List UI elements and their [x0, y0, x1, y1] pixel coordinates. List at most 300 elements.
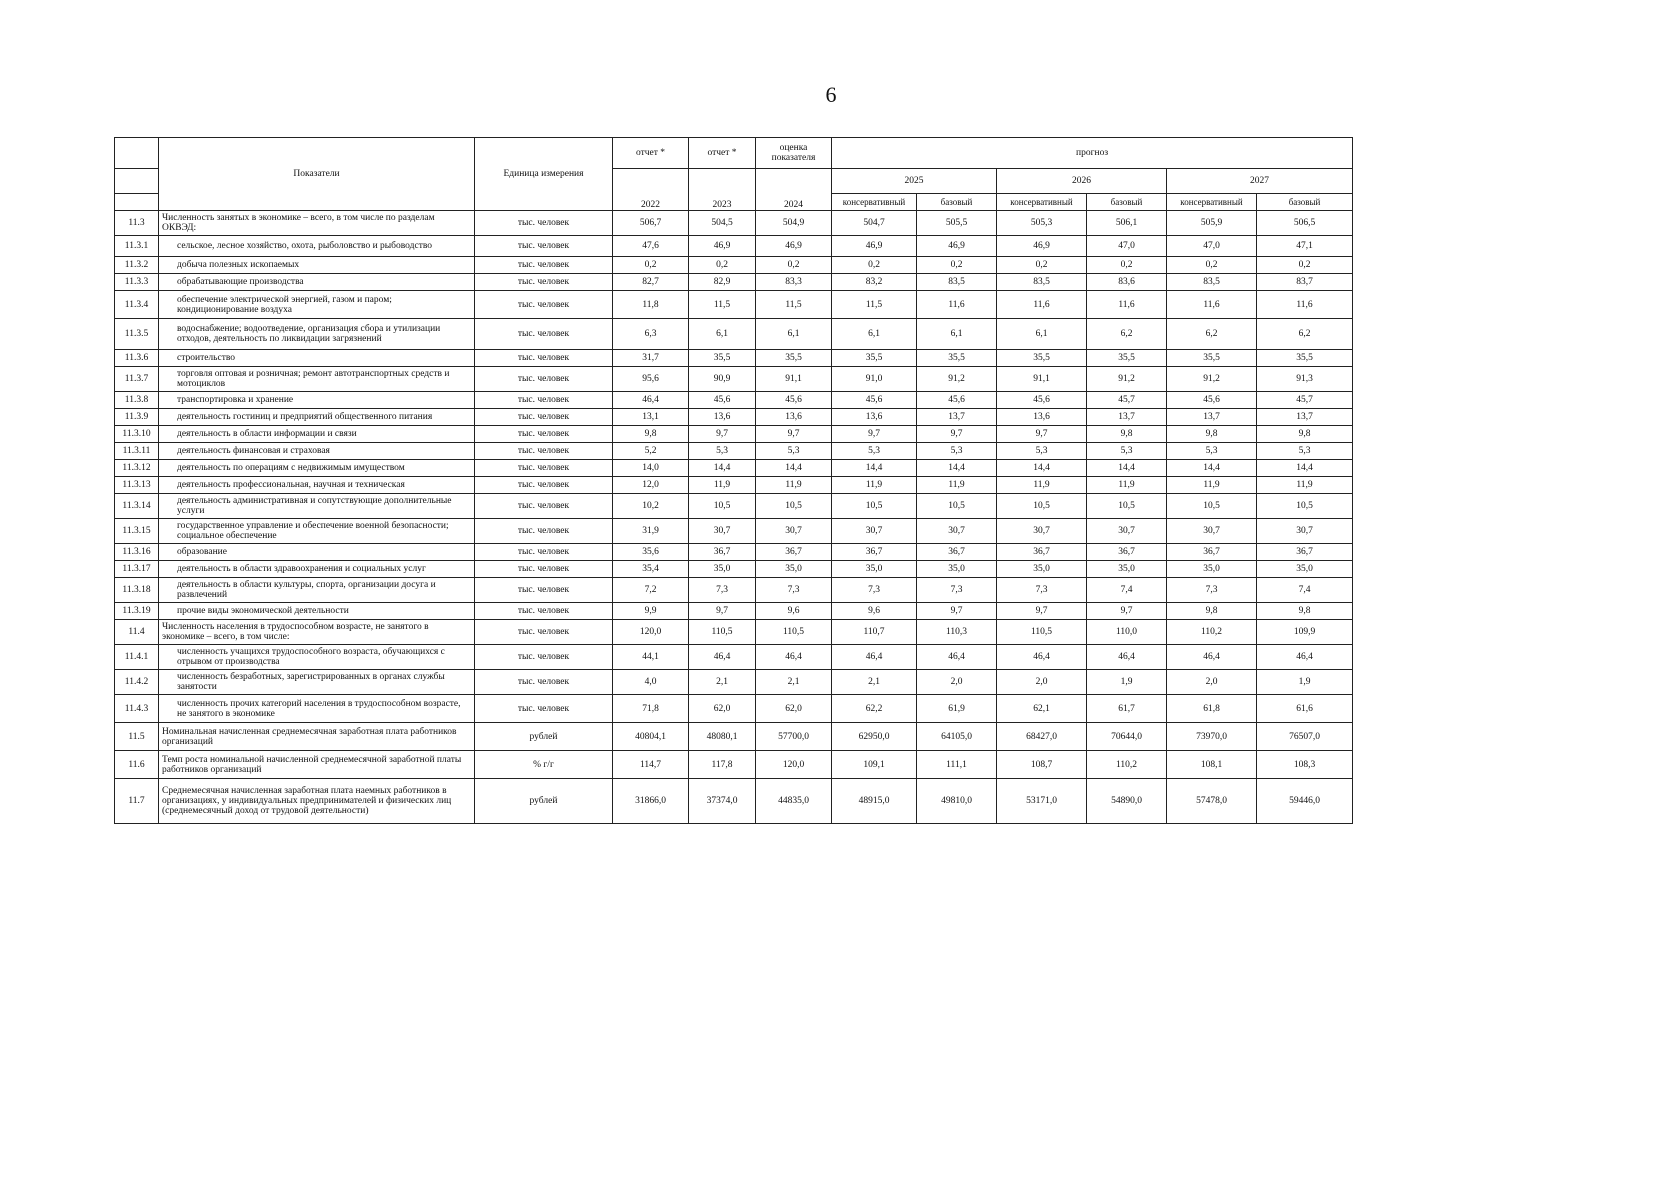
row-value: 46,4 [689, 645, 756, 670]
row-value: 6,3 [613, 319, 689, 350]
row-value: 35,5 [1087, 350, 1167, 367]
row-code: 11.3.5 [115, 319, 159, 350]
row-value: 45,7 [1087, 392, 1167, 409]
row-value: 110,0 [1087, 620, 1167, 645]
row-unit: тыс. человек [475, 257, 613, 274]
row-value: 504,9 [756, 211, 832, 236]
row-value: 7,4 [1257, 578, 1353, 603]
row-code: 11.4 [115, 620, 159, 645]
conservative-2026-header: консервативный [997, 194, 1087, 211]
row-unit: тыс. человек [475, 494, 613, 519]
row-value: 35,6 [613, 544, 689, 561]
row-value: 10,5 [917, 494, 997, 519]
table-row [115, 257, 1353, 274]
row-value: 45,6 [1167, 392, 1257, 409]
year-2022-header: 2022 [613, 169, 689, 211]
row-value: 7,3 [997, 578, 1087, 603]
row-unit: тыс. человек [475, 561, 613, 578]
row-name: прочие виды экономической деятельности [159, 603, 475, 620]
row-value: 9,8 [1167, 603, 1257, 620]
row-value: 45,6 [917, 392, 997, 409]
row-value: 46,4 [997, 645, 1087, 670]
row-value: 36,7 [1257, 544, 1353, 561]
row-value: 95,6 [613, 367, 689, 392]
row-value: 53171,0 [997, 779, 1087, 824]
row-value: 61,8 [1167, 695, 1257, 723]
row-value: 12,0 [613, 477, 689, 494]
row-value: 73970,0 [1167, 723, 1257, 751]
row-value: 62,0 [756, 695, 832, 723]
row-value: 14,4 [1167, 460, 1257, 477]
row-value: 30,7 [756, 519, 832, 544]
row-value: 0,2 [1257, 257, 1353, 274]
row-value: 7,3 [832, 578, 917, 603]
row-value: 109,9 [1257, 620, 1353, 645]
year-2024-header: 2024 [756, 169, 832, 211]
row-value: 0,2 [1087, 257, 1167, 274]
row-name: деятельность административная и сопутствующие дополнительные услуги [159, 494, 475, 519]
row-value: 36,7 [832, 544, 917, 561]
row-code: 11.3.13 [115, 477, 159, 494]
row-name: деятельность по операциям с недвижимым имуществом [159, 460, 475, 477]
row-value: 36,7 [689, 544, 756, 561]
row-value: 506,1 [1087, 211, 1167, 236]
row-value: 10,5 [1257, 494, 1353, 519]
row-value: 9,6 [832, 603, 917, 620]
row-value: 11,9 [1167, 477, 1257, 494]
row-unit: тыс. человек [475, 443, 613, 460]
table-row [115, 561, 1353, 578]
table-row [115, 367, 1353, 392]
row-value: 11,9 [756, 477, 832, 494]
row-value: 120,0 [756, 751, 832, 779]
row-name: численность прочих категорий населения в трудоспособном возрасте, не занятого в экономике [159, 695, 475, 723]
row-name: деятельность профессиональная, научная и техническая [159, 477, 475, 494]
row-value: 2,0 [1167, 670, 1257, 695]
row-value: 11,9 [997, 477, 1087, 494]
row-value: 9,7 [1087, 603, 1167, 620]
row-code: 11.4.2 [115, 670, 159, 695]
row-value: 9,7 [917, 603, 997, 620]
row-value: 30,7 [832, 519, 917, 544]
row-code: 11.3.12 [115, 460, 159, 477]
row-value: 0,2 [613, 257, 689, 274]
row-value: 47,0 [1087, 236, 1167, 257]
table-row [115, 460, 1353, 477]
row-value: 35,5 [917, 350, 997, 367]
row-value: 120,0 [613, 620, 689, 645]
row-name: торговля оптовая и розничная; ремонт автотранспортных средств и мотоциклов [159, 367, 475, 392]
row-value: 76507,0 [1257, 723, 1353, 751]
row-value: 505,9 [1167, 211, 1257, 236]
row-value: 0,2 [917, 257, 997, 274]
row-unit: тыс. человек [475, 236, 613, 257]
row-unit: тыс. человек [475, 319, 613, 350]
row-value: 1,9 [1087, 670, 1167, 695]
row-unit: тыс. человек [475, 426, 613, 443]
row-value: 110,2 [1087, 751, 1167, 779]
table-row [115, 291, 1353, 319]
row-value: 83,5 [1167, 274, 1257, 291]
table-row [115, 350, 1353, 367]
row-value: 9,9 [613, 603, 689, 620]
row-unit: тыс. человек [475, 291, 613, 319]
row-value: 62,2 [832, 695, 917, 723]
row-name: образование [159, 544, 475, 561]
indicator-header: Показатели [159, 138, 475, 211]
row-value: 0,2 [689, 257, 756, 274]
row-value: 9,6 [756, 603, 832, 620]
row-value: 1,9 [1257, 670, 1353, 695]
row-value: 110,5 [997, 620, 1087, 645]
row-value: 13,7 [917, 409, 997, 426]
row-value: 36,7 [997, 544, 1087, 561]
code-header-top [115, 138, 159, 169]
table-row [115, 519, 1353, 544]
row-name: деятельность гостиниц и предприятий общественного питания [159, 409, 475, 426]
forecast-header: прогноз [832, 138, 1353, 169]
row-value: 13,6 [756, 409, 832, 426]
row-value: 36,7 [917, 544, 997, 561]
row-value: 35,5 [1167, 350, 1257, 367]
table-row [115, 494, 1353, 519]
row-value: 14,4 [917, 460, 997, 477]
estimate-header: оценка показателя [756, 138, 832, 169]
row-value: 11,6 [1167, 291, 1257, 319]
row-value: 505,3 [997, 211, 1087, 236]
row-value: 9,7 [756, 426, 832, 443]
row-value: 57700,0 [756, 723, 832, 751]
row-value: 71,8 [613, 695, 689, 723]
row-value: 5,3 [1087, 443, 1167, 460]
row-value: 9,8 [1087, 426, 1167, 443]
row-value: 40804,1 [613, 723, 689, 751]
page-number: 6 [825, 82, 837, 107]
row-value: 0,2 [997, 257, 1087, 274]
row-name: численность безработных, зарегистрированных в органах службы занятости [159, 670, 475, 695]
table-row [115, 392, 1353, 409]
row-name: Темп роста номинальной начисленной среднемесячной заработной платы работников организаций [159, 751, 475, 779]
row-value: 47,0 [1167, 236, 1257, 257]
row-value: 114,7 [613, 751, 689, 779]
row-value: 504,5 [689, 211, 756, 236]
year-2026-header: 2026 [997, 169, 1167, 194]
row-name: Численность населения в трудоспособном возрасте, не занятого в экономике – всего, в том числе: [159, 620, 475, 645]
row-value: 5,3 [756, 443, 832, 460]
row-value: 83,5 [917, 274, 997, 291]
table-row [115, 620, 1353, 645]
row-name: Численность занятых в экономике – всего, в том числе по разделам ОКВЭД: [159, 211, 475, 236]
row-value: 11,9 [917, 477, 997, 494]
row-value: 14,4 [832, 460, 917, 477]
row-value: 30,7 [1257, 519, 1353, 544]
row-unit: рублей [475, 723, 613, 751]
row-value: 35,0 [1167, 561, 1257, 578]
row-code: 11.3.15 [115, 519, 159, 544]
row-code: 11.3.11 [115, 443, 159, 460]
row-value: 7,4 [1087, 578, 1167, 603]
row-value: 504,7 [832, 211, 917, 236]
base-2027-header: базовый [1257, 194, 1353, 211]
table-row [115, 544, 1353, 561]
row-code: 11.4.3 [115, 695, 159, 723]
row-value: 83,6 [1087, 274, 1167, 291]
row-unit: тыс. человек [475, 274, 613, 291]
row-value: 82,7 [613, 274, 689, 291]
row-code: 11.3.18 [115, 578, 159, 603]
row-value: 46,9 [756, 236, 832, 257]
base-2026-header: базовый [1087, 194, 1167, 211]
row-value: 91,1 [756, 367, 832, 392]
row-value: 36,7 [1167, 544, 1257, 561]
table-body [115, 211, 1353, 824]
row-value: 10,5 [756, 494, 832, 519]
row-value: 46,4 [1257, 645, 1353, 670]
row-code: 11.3.2 [115, 257, 159, 274]
row-value: 6,1 [756, 319, 832, 350]
row-value: 46,9 [689, 236, 756, 257]
row-value: 0,2 [1167, 257, 1257, 274]
row-value: 110,7 [832, 620, 917, 645]
row-value: 506,7 [613, 211, 689, 236]
row-value: 10,2 [613, 494, 689, 519]
row-unit: % г/г [475, 751, 613, 779]
row-value: 10,5 [997, 494, 1087, 519]
table-row [115, 751, 1353, 779]
row-value: 91,3 [1257, 367, 1353, 392]
row-value: 35,4 [613, 561, 689, 578]
row-value: 11,5 [832, 291, 917, 319]
row-value: 46,4 [613, 392, 689, 409]
row-value: 0,2 [756, 257, 832, 274]
conservative-2025-header: консервативный [832, 194, 917, 211]
report-2023-header: отчет * [689, 138, 756, 169]
table-row [115, 274, 1353, 291]
row-value: 10,5 [1087, 494, 1167, 519]
row-value: 70644,0 [1087, 723, 1167, 751]
row-value: 13,7 [1167, 409, 1257, 426]
row-value: 6,1 [832, 319, 917, 350]
row-name: Номинальная начисленная среднемесячная заработная плата работников организаций [159, 723, 475, 751]
row-value: 10,5 [689, 494, 756, 519]
report-2022-header: отчет * [613, 138, 689, 169]
row-value: 35,5 [1257, 350, 1353, 367]
row-name: численность учащихся трудоспособного возраста, обучающихся с отрывом от производства [159, 645, 475, 670]
row-code: 11.3.16 [115, 544, 159, 561]
row-value: 35,0 [997, 561, 1087, 578]
row-value: 6,2 [1167, 319, 1257, 350]
row-value: 10,5 [1167, 494, 1257, 519]
table-row [115, 578, 1353, 603]
row-code: 11.3 [115, 211, 159, 236]
row-name: обеспечение электрической энергией, газом и паром; кондиционирование воздуха [159, 291, 475, 319]
row-value: 35,5 [689, 350, 756, 367]
row-value: 46,4 [917, 645, 997, 670]
row-unit: тыс. человек [475, 392, 613, 409]
year-2025-header: 2025 [832, 169, 997, 194]
row-unit: тыс. человек [475, 367, 613, 392]
row-code: 11.3.7 [115, 367, 159, 392]
row-value: 91,2 [1167, 367, 1257, 392]
row-code: 11.3.3 [115, 274, 159, 291]
row-value: 62,0 [689, 695, 756, 723]
row-value: 110,3 [917, 620, 997, 645]
row-unit: тыс. человек [475, 350, 613, 367]
row-value: 61,6 [1257, 695, 1353, 723]
row-value: 45,6 [689, 392, 756, 409]
row-value: 2,0 [917, 670, 997, 695]
row-value: 47,6 [613, 236, 689, 257]
row-value: 45,6 [756, 392, 832, 409]
row-value: 54890,0 [1087, 779, 1167, 824]
row-name: транспортировка и хранение [159, 392, 475, 409]
row-value: 7,3 [917, 578, 997, 603]
row-name: деятельность финансовая и страховая [159, 443, 475, 460]
row-value: 30,7 [1167, 519, 1257, 544]
unit-header: Единица измерения [475, 138, 613, 211]
code-header-mid [115, 169, 159, 194]
row-value: 14,0 [613, 460, 689, 477]
row-value: 91,2 [917, 367, 997, 392]
row-value: 83,7 [1257, 274, 1353, 291]
row-code: 11.3.19 [115, 603, 159, 620]
row-value: 9,8 [1257, 426, 1353, 443]
row-unit: тыс. человек [475, 603, 613, 620]
row-value: 11,9 [689, 477, 756, 494]
row-name: деятельность в области здравоохранения и социальных услуг [159, 561, 475, 578]
row-value: 36,7 [1087, 544, 1167, 561]
row-value: 48915,0 [832, 779, 917, 824]
row-value: 59446,0 [1257, 779, 1353, 824]
table-row [115, 319, 1353, 350]
row-value: 46,4 [1087, 645, 1167, 670]
row-value: 13,6 [689, 409, 756, 426]
row-value: 35,0 [689, 561, 756, 578]
row-value: 68427,0 [997, 723, 1087, 751]
table-row [115, 779, 1353, 824]
row-value: 6,1 [997, 319, 1087, 350]
row-value: 44,1 [613, 645, 689, 670]
row-value: 35,0 [1257, 561, 1353, 578]
row-value: 14,4 [1087, 460, 1167, 477]
row-name: Среднемесячная начисленная заработная плата наемных работников в организациях, у индивидуальных предпринимателей и физических лиц (среднемесячный доход от трудовой деятельности) [159, 779, 475, 824]
row-value: 9,7 [997, 603, 1087, 620]
row-value: 35,5 [997, 350, 1087, 367]
row-value: 7,3 [1167, 578, 1257, 603]
row-value: 13,7 [1257, 409, 1353, 426]
row-value: 35,5 [832, 350, 917, 367]
row-value: 46,9 [917, 236, 997, 257]
row-value: 11,9 [1257, 477, 1353, 494]
row-value: 57478,0 [1167, 779, 1257, 824]
row-name: обрабатывающие производства [159, 274, 475, 291]
table-row [115, 670, 1353, 695]
row-value: 46,4 [832, 645, 917, 670]
row-value: 31866,0 [613, 779, 689, 824]
row-value: 82,9 [689, 274, 756, 291]
year-2023-header: 2023 [689, 169, 756, 211]
row-value: 110,2 [1167, 620, 1257, 645]
row-value: 46,4 [756, 645, 832, 670]
row-value: 13,6 [832, 409, 917, 426]
row-value: 31,7 [613, 350, 689, 367]
row-value: 505,5 [917, 211, 997, 236]
row-value: 108,1 [1167, 751, 1257, 779]
row-name: водоснабжение; водоотведение, организация сбора и утилизации отходов, деятельность по ликвидации загрязнений [159, 319, 475, 350]
table-row [115, 409, 1353, 426]
row-value: 9,7 [917, 426, 997, 443]
row-unit: тыс. человек [475, 409, 613, 426]
row-value: 5,3 [917, 443, 997, 460]
row-value: 9,7 [689, 603, 756, 620]
row-value: 48080,1 [689, 723, 756, 751]
row-value: 61,9 [917, 695, 997, 723]
row-value: 5,3 [1167, 443, 1257, 460]
table-row [115, 426, 1353, 443]
row-value: 62,1 [997, 695, 1087, 723]
row-unit: тыс. человек [475, 670, 613, 695]
row-value: 6,1 [689, 319, 756, 350]
table-row [115, 645, 1353, 670]
row-value: 91,2 [1087, 367, 1167, 392]
row-value: 45,7 [1257, 392, 1353, 409]
row-value: 31,9 [613, 519, 689, 544]
row-value: 9,7 [997, 426, 1087, 443]
row-code: 11.3.17 [115, 561, 159, 578]
row-value: 5,3 [832, 443, 917, 460]
table-row [115, 236, 1353, 257]
row-value: 35,5 [756, 350, 832, 367]
row-unit: тыс. человек [475, 578, 613, 603]
row-value: 83,5 [997, 274, 1087, 291]
row-value: 11,8 [613, 291, 689, 319]
row-value: 36,7 [756, 544, 832, 561]
row-value: 2,1 [832, 670, 917, 695]
row-value: 46,9 [832, 236, 917, 257]
row-unit: тыс. человек [475, 477, 613, 494]
row-value: 14,4 [689, 460, 756, 477]
code-header-bottom [115, 194, 159, 211]
row-value: 10,5 [832, 494, 917, 519]
row-name: деятельность в области информации и связи [159, 426, 475, 443]
row-value: 7,3 [689, 578, 756, 603]
row-value: 6,1 [917, 319, 997, 350]
row-value: 61,7 [1087, 695, 1167, 723]
row-value: 49810,0 [917, 779, 997, 824]
row-value: 111,1 [917, 751, 997, 779]
row-value: 108,7 [997, 751, 1087, 779]
row-code: 11.3.1 [115, 236, 159, 257]
row-code: 11.6 [115, 751, 159, 779]
row-value: 506,5 [1257, 211, 1353, 236]
row-value: 45,6 [997, 392, 1087, 409]
row-code: 11.3.4 [115, 291, 159, 319]
row-value: 6,2 [1087, 319, 1167, 350]
row-value: 110,5 [689, 620, 756, 645]
table-row [115, 443, 1353, 460]
row-value: 35,0 [832, 561, 917, 578]
row-unit: тыс. человек [475, 211, 613, 236]
table-row [115, 695, 1353, 723]
row-value: 90,9 [689, 367, 756, 392]
row-value: 13,1 [613, 409, 689, 426]
row-value: 2,0 [997, 670, 1087, 695]
table-row [115, 211, 1353, 236]
row-value: 44835,0 [756, 779, 832, 824]
row-name: сельское, лесное хозяйство, охота, рыболовство и рыбоводство [159, 236, 475, 257]
row-code: 11.3.14 [115, 494, 159, 519]
row-value: 7,2 [613, 578, 689, 603]
